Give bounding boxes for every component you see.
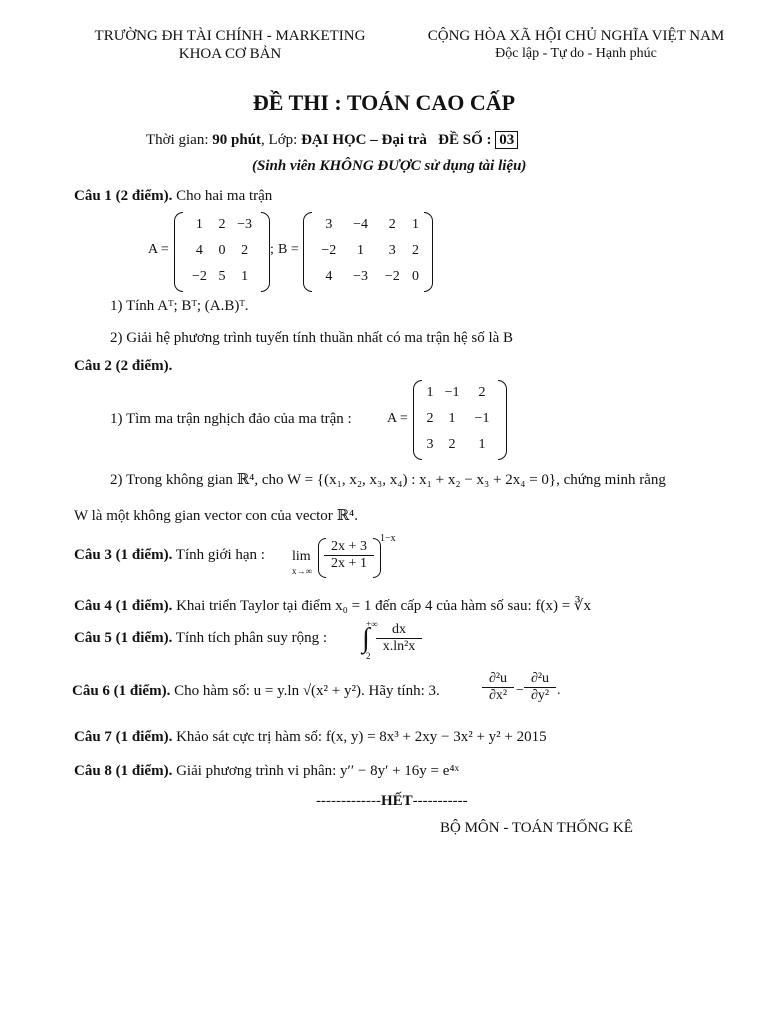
exam-title: ĐỀ THI : TOÁN CAO CẤP xyxy=(252,90,516,115)
q2-matrix-A xyxy=(413,380,507,460)
q6-minus: − xyxy=(516,683,524,698)
q1-part2: 2) Giải hệ phương trình tuyến tính thuần nhất có ma trận hệ số là B xyxy=(110,330,514,346)
q1-part1: 1) Tính Aᵀ; Bᵀ; (A.B)ᵀ. xyxy=(110,298,249,314)
integral-icon: ∫ xyxy=(362,623,370,654)
q1-A-name: A = xyxy=(148,242,169,257)
q4-point: x₀ = 1 xyxy=(335,598,372,614)
q1-heading xyxy=(74,188,272,205)
matrix-row: −2 1 3 2 xyxy=(321,243,420,258)
q4-line: Câu 4 (1 điểm). Khai triển Taylor tại điểm x₀ = 1 đến cấp 4 của hàm số sau: f(x) = ∛x xyxy=(74,598,591,614)
matrix-row: 4 −3 −2 0 xyxy=(325,269,420,284)
q5-fraction: dx x.ln²x xyxy=(376,622,422,655)
q8-equation: y′′ − 8y′ + 16y = e⁴ˣ xyxy=(340,763,459,779)
q1-part1-math: Aᵀ; Bᵀ; (A.B)ᵀ. xyxy=(157,298,249,314)
faculty-name: KHOA CƠ BẢN xyxy=(178,46,282,62)
class-value: ĐẠI HỌC – Đại trà xyxy=(301,132,427,148)
q4-function: f(x) = ∛x xyxy=(535,598,591,614)
matrix-row: 2 1 −1 xyxy=(426,411,490,426)
country-name: CỘNG HÒA XÃ HỘI CHỦ NGHĨA VIỆT NAM xyxy=(427,28,725,44)
q7-line: Câu 7 (1 điểm). Khảo sát cực trị hàm số: f(x, y) = 8x³ + 2xy − 3x² + y² + 2015 xyxy=(74,729,547,745)
end-marker: -------------HẾT----------- xyxy=(316,793,468,809)
q6-function: u = y.ln √(x² + y²) xyxy=(253,683,362,699)
real-space-symbol: ℝ⁴. xyxy=(336,508,359,524)
q1-matrix-A xyxy=(174,212,270,292)
department: BỘ MÔN - TOÁN THỐNG KÊ xyxy=(440,820,633,836)
q7-function: f(x, y) = 8x³ + 2xy − 3x² + y² + 2015 xyxy=(325,729,547,745)
matrix-row: −2 5 1 xyxy=(191,269,249,284)
q2-part1: 1) Tìm ma trận nghịch đảo của ma trận : xyxy=(110,411,352,427)
matrix-row: 3 −4 2 1 xyxy=(325,217,420,232)
matrix-row: 3 2 1 xyxy=(426,437,486,452)
motto: Độc lập - Tự do - Hạnh phúc xyxy=(495,46,657,61)
matrix-row: 4 0 2 xyxy=(195,243,249,258)
matrix-row: 1 −1 2 xyxy=(426,385,486,400)
q2-part2-line2: W là một không gian vector con của vector ℝ⁴. xyxy=(74,508,359,524)
q5-lower-limit: 2 xyxy=(366,651,371,661)
q3-exponent: 1−x xyxy=(380,533,396,544)
q1-matrix-B xyxy=(303,212,433,292)
code-label: ĐỀ SỐ : xyxy=(438,132,492,148)
q6-line: Câu 6 (1 điểm). Cho hàm số: u = y.ln √(x² + y²). Hãy tính: 3. xyxy=(72,683,440,699)
class-label: , Lớp: xyxy=(261,132,298,148)
matrix-row: 1 2 −3 xyxy=(195,217,253,232)
q6-fraction-x: ∂²u ∂x² xyxy=(482,671,514,704)
q3-fraction: 2x + 3 2x + 1 xyxy=(324,539,374,572)
q1-separator: ; xyxy=(270,242,274,257)
q1-label: Câu 1 (2 điểm). xyxy=(74,188,173,204)
real-space-symbol: ℝ⁴ xyxy=(236,472,255,488)
q5-heading: Câu 5 (1 điểm). Tính tích phân suy rộng : xyxy=(74,630,328,646)
q1-text: Cho hai ma trận xyxy=(172,188,273,204)
q2-A-name: A = xyxy=(387,411,408,426)
school-name: TRƯỜNG ĐH TÀI CHÍNH - MARKETING xyxy=(94,28,366,44)
q8-line: Câu 8 (1 điểm). Giải phương trình vi phân: y′′ − 8y′ + 16y = e⁴ˣ xyxy=(74,763,459,779)
q3-lim: lim xyxy=(292,549,311,564)
exam-info xyxy=(146,132,518,149)
q3-heading: Câu 3 (1 điểm). Tính giới hạn : xyxy=(74,547,265,563)
code-value: 03 xyxy=(495,131,518,149)
time-label: Thời gian: xyxy=(146,132,209,148)
q6-dot: . xyxy=(557,683,561,698)
q2-part2: 2) Trong không gian ℝ⁴, cho W = {(x₁, x₂, x₃, x₄) : x₁ + x₂ − x₃ + 2x₄ = 0}, chứng minh rằng xyxy=(110,472,666,488)
q1-B-name: B = xyxy=(278,242,299,257)
subspace-definition: W = {(x₁, x₂, x₃, x₄) : x₁ + x₂ − x₃ + 2x₄ = 0} xyxy=(287,472,557,488)
q5-upper-limit: +∞ xyxy=(366,619,378,629)
q2-label: Câu 2 (2 điểm). xyxy=(74,358,173,374)
time-value: 90 phút xyxy=(212,132,262,148)
exam-note: (Sinh viên KHÔNG ĐƯỢC sử dụng tài liệu) xyxy=(252,158,527,174)
q3-paren-right xyxy=(373,538,381,578)
q3-lim-sub: x→∞ xyxy=(292,566,312,576)
q6-fraction-y: ∂²u ∂y² xyxy=(524,671,556,704)
